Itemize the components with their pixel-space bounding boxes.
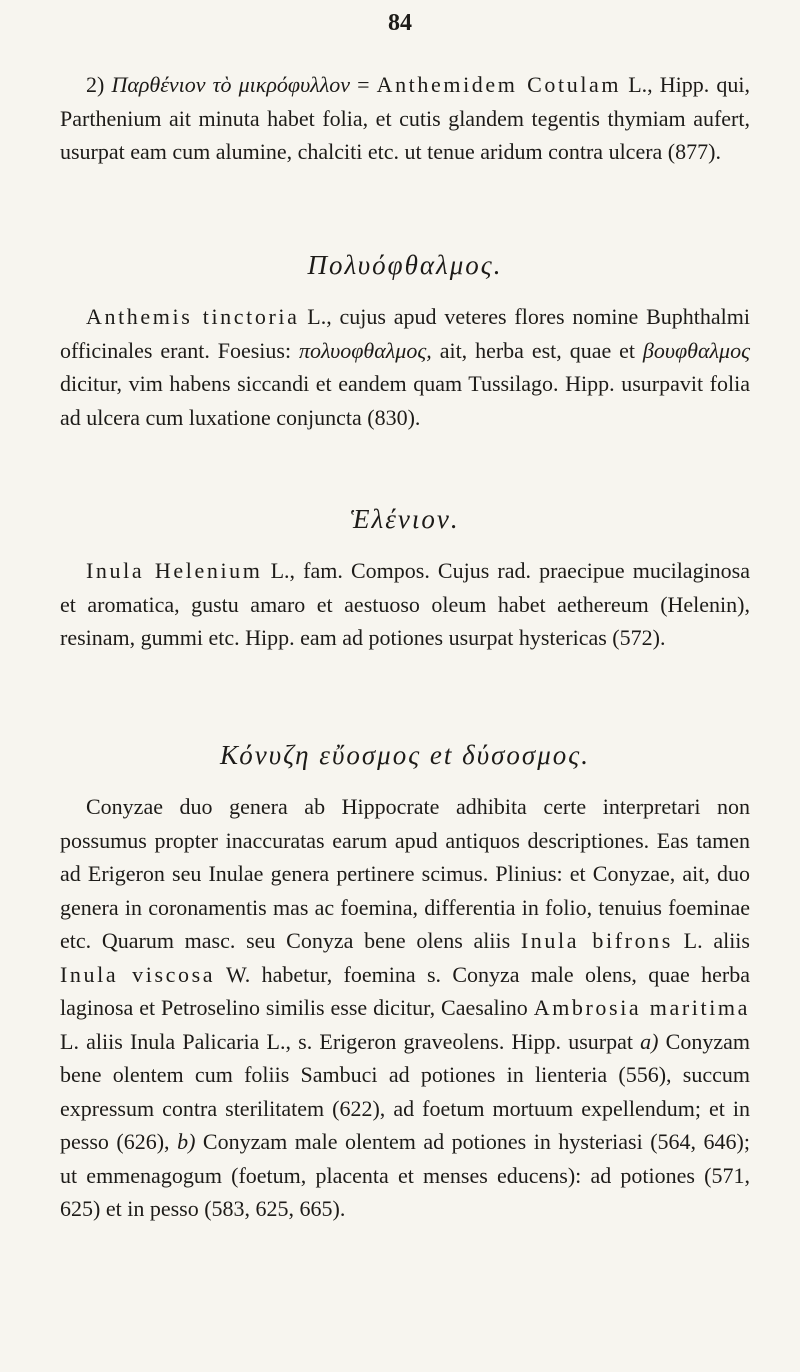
paragraph-text: ait, herba est, quae et	[431, 337, 643, 363]
page-number: 84	[388, 10, 412, 36]
species-name-ambrosia-maritima: Ambrosia maritima	[533, 995, 750, 1020]
paragraph-conyza	[60, 790, 750, 1226]
greek-term-parthenion: Παρθένιον τὸ μικρόφυλλον	[111, 72, 350, 97]
item-number: 2)	[86, 72, 112, 97]
paragraph-text: W. habetur, foemina s. Conyza male olens, quae herba laginosa et Petroselino similis esse dicitur, Caesalino	[60, 961, 750, 1020]
heading-helenion: Ἑλένιον.	[350, 504, 460, 534]
paragraph-text: Conyzae duo genera ab Hippocrate adhibita certe interpretari non possumus propter inaccuratas earum apud antiquos descriptiones. Eas tamen ad Erigeron seu Inulae genera pertinere scimus. Plinius: et Conyzae, ait, duo genera in coronamentis mas ac foemina, differentia in folio, tenuius foeminae etc. Quarum masc. seu Conyza bene olens aliis	[60, 794, 750, 953]
equals-sign: =	[349, 72, 377, 97]
paragraph-text: L. aliis Inula Palicaria L., s. Erigeron graveolens. Hipp. usurpat	[60, 1028, 641, 1054]
greek-term-polyophthalmos: πολυοφθαλμος,	[298, 337, 432, 363]
paragraph-text: L., fam. Compos. Cujus rad. praecipue mucilaginosa et aromatica, gustu amaro et aestuoso oleum habet aethereum (Helenin), resinam, gummi etc. Hipp. eam ad potiones usurpat hystericas (572).	[60, 558, 751, 650]
species-name-anthemis-tinctoria: Anthemis tinctoria	[86, 304, 300, 329]
paragraph-text: L., Hipp. qui, Parthenium ait minuta habet folia, et cutis glandem tegentis thymiam aufert, usurpat eam cum alumine, chalciti etc. ut tenue aridum contra ulcera (877).	[60, 72, 750, 164]
species-name-anthemis-cotula: Anthemidem Cotulam	[376, 72, 622, 97]
paragraph-parthenion	[60, 68, 750, 169]
paragraph-text: Conyzam male olentem ad potiones in hysteriasi (564, 646); ut emmenagogum (foetum, placenta et menses educens): ad potiones (571, 625) et in pesso (583, 625, 665).	[60, 1129, 750, 1221]
paragraph-text: dicitur, vim habens siccandi et eandem quam Tussilago. Hipp. usurpavit folia ad ulcera cum luxatione conjuncta (830).	[60, 371, 750, 430]
paragraph-anthemis-tinctoria	[60, 300, 750, 434]
heading-polyophthalmos: Πολυόφθαλμος.	[307, 250, 503, 280]
paragraph-text: L. aliis	[672, 928, 750, 953]
greek-term-bouphthalmos: βουφθαλμος	[642, 337, 750, 363]
species-name-inula-viscosa: Inula viscosa	[60, 961, 216, 987]
list-marker-a: a)	[640, 1028, 659, 1054]
list-marker-b: b)	[177, 1129, 196, 1154]
paragraph-inula-helenium	[60, 554, 750, 655]
paragraph-text: L., cujus apud veteres flores nomine Buphthalmi officinales erant. Foesius:	[60, 304, 751, 363]
heading-konyze: Κόνυζη εὔοσμος et δύσοσμος.	[220, 740, 590, 770]
species-name-inula-helenium: Inula Helenium	[86, 558, 263, 583]
paragraph-text: Conyzam bene olentem cum foliis Sambuci ad potiones in lienteria (556), succum expressum contra sterilitatem (622), ad foetum mortuum expellendum; et in pesso (626),	[60, 1028, 750, 1154]
species-name-inula-bifrons: Inula bifrons	[520, 928, 673, 953]
